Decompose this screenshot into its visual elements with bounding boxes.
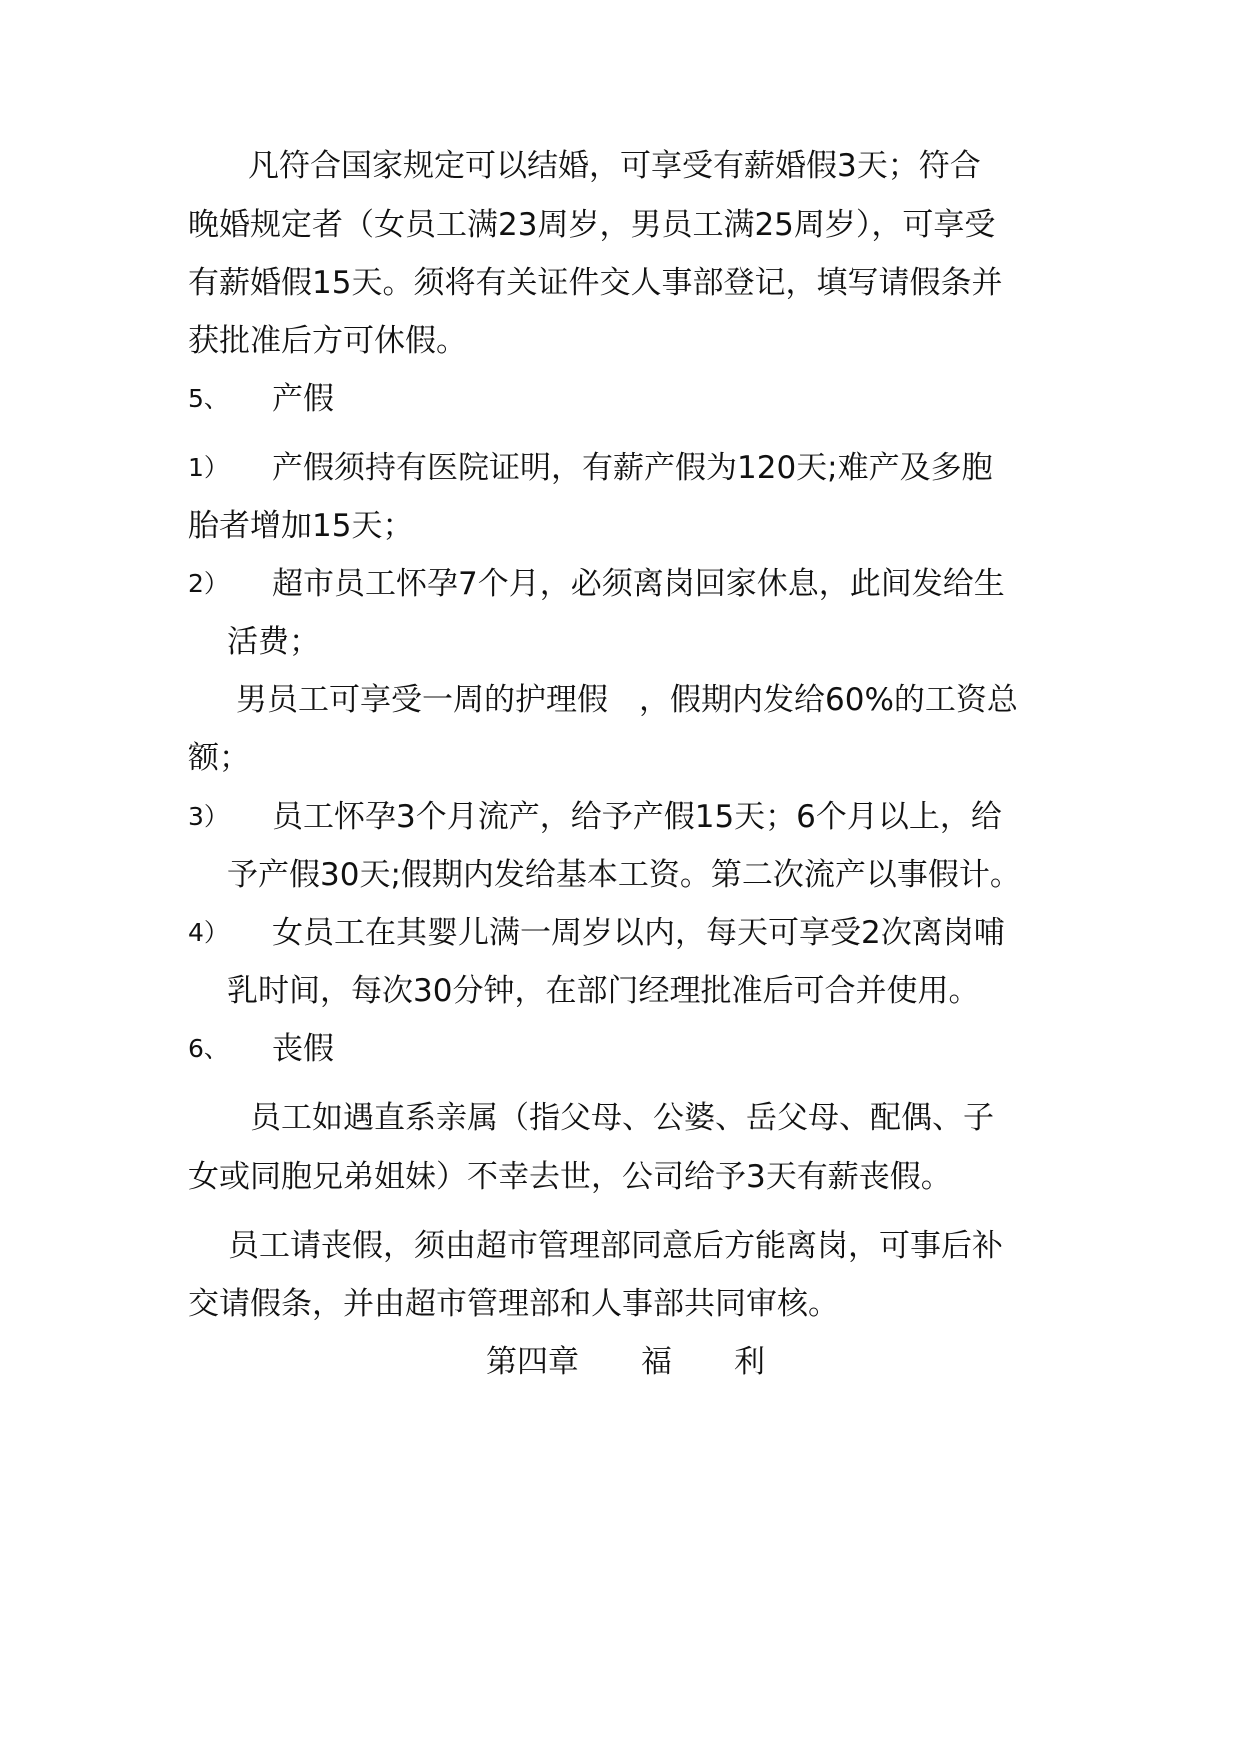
section-5-number: 5、 bbox=[188, 384, 229, 413]
maternity-item-3-number: 3） bbox=[188, 802, 229, 831]
maternity-item-1-number: 1） bbox=[188, 453, 229, 482]
marriage-paragraph-line-2: 晚婚规定者（女员工满23周岁，男员工满25周岁），可享受 bbox=[188, 207, 996, 243]
maternity-item-2-number: 2） bbox=[188, 569, 229, 598]
section-6-heading: 丧假 bbox=[272, 1031, 334, 1067]
paternity-line-1: 男员工可享受一周的护理假 ，假期内发给60%的工资总 bbox=[236, 682, 1018, 718]
section-5-heading: 产假 bbox=[272, 381, 334, 417]
bereavement-paragraph-2-line-2: 交请假条，并由超市管理部和人事部共同审核。 bbox=[188, 1286, 839, 1322]
maternity-item-1-line-2: 胎者增加15天； bbox=[188, 508, 414, 544]
maternity-item-4-line-1: 女员工在其婴儿满一周岁以内，每天可享受2次离岗哺 bbox=[272, 915, 1005, 951]
maternity-item-4-line-2: 乳时间，每次30分钟，在部门经理批准后可合并使用。 bbox=[227, 973, 980, 1009]
bereavement-paragraph-1-line-2: 女或同胞兄弟姐妹）不幸去世，公司给予3天有薪丧假。 bbox=[188, 1159, 952, 1195]
maternity-item-2-line-1: 超市员工怀孕7个月，必须离岗回家休息，此间发给生 bbox=[272, 566, 1005, 602]
bereavement-paragraph-1-line-1: 员工如遇直系亲属（指父母、公婆、岳父母、配偶、子 bbox=[250, 1100, 994, 1136]
maternity-item-1-line-1: 产假须持有医院证明，有薪产假为120天;难产及多胞 bbox=[272, 450, 993, 486]
maternity-item-3-line-1: 员工怀孕3个月流产，给予产假15天；6个月以上，给 bbox=[272, 799, 1002, 835]
paternity-line-2: 额； bbox=[188, 740, 250, 776]
marriage-paragraph-line-4: 获批准后方可休假。 bbox=[188, 323, 467, 359]
maternity-item-2-line-2: 活费； bbox=[227, 624, 320, 660]
marriage-paragraph-line-3: 有薪婚假15天。须将有关证件交人事部登记，填写请假条并 bbox=[188, 265, 1003, 301]
marriage-paragraph-line-1: 凡符合国家规定可以结婚，可享受有薪婚假3天；符合 bbox=[248, 148, 981, 184]
bereavement-paragraph-2-line-1: 员工请丧假，须由超市管理部同意后方能离岗，可事后补 bbox=[228, 1228, 1003, 1264]
maternity-item-3-line-2: 予产假30天;假期内发给基本工资。第二次流产以事假计。 bbox=[227, 857, 1021, 893]
chapter-title: 第四章 福 利 bbox=[486, 1344, 765, 1380]
maternity-item-4-number: 4） bbox=[188, 918, 229, 947]
section-6-number: 6、 bbox=[188, 1034, 229, 1063]
